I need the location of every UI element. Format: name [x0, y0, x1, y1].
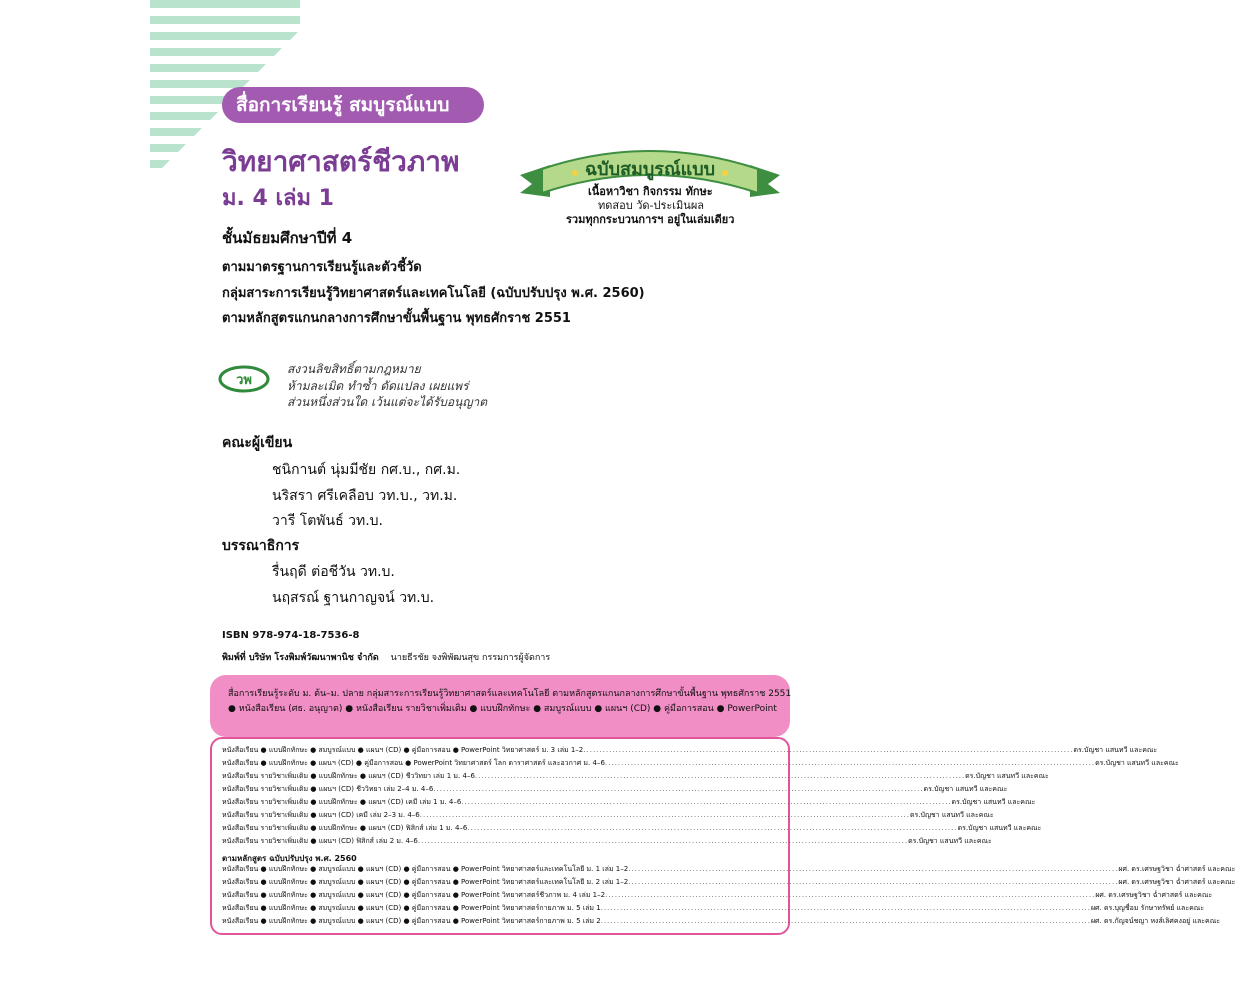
- series-pill: สื่อการเรียนรู้ สมบูรณ์แบบ: [222, 87, 484, 123]
- catalog-new-heading: ตามหลักสูตร ฉบับปรับปรุง พ.ศ. 2560: [222, 854, 357, 863]
- author-2: นริสรา ศรีเคลือบ วท.บ., วท.ม.: [272, 488, 458, 504]
- standard-line-3: ตามหลักสูตรแกนกลางการศึกษาขั้นพื้นฐาน พุทธศักราช 2551: [222, 311, 571, 326]
- catalog-row: หนังสือเรียน รายวิชาเพิ่มเติม ● แบบฝึกทักษะ ● แผนฯ (CD) ชีววิทยา เล่ม 1 ม. 4–6 ..... ดร.บัญชา แสนทวี และคณะ: [222, 770, 777, 782]
- catalog-row: หนังสือเรียน ● แบบฝึกทักษะ ● สมบูรณ์แบบ ● แผนฯ (CD) ● คู่มือการสอน ● PowerPoint วิทยาศาสตร์ ม. 3 เล่ม 1–2 ..... ดร.บัญชา แสนทวี และคณะ: [222, 744, 777, 756]
- catalog-new-row: หนังสือเรียน ● แบบฝึกทักษะ ● สมบูรณ์แบบ ● แผนฯ (CD) ● คู่มือการสอน ● PowerPoint วิทยาศาสตร์กายภาพ ม. 5 เล่ม 1 ..... ผศ. ดร.บุญชื่อม รักษาทรัพย์ และคณะ: [222, 902, 777, 914]
- copyright-line-2: ห้ามละเมิด ทำซ้ำ ดัดแปลง เผยแพร่: [287, 379, 469, 393]
- catalog-new-row: หนังสือเรียน ● แบบฝึกทักษะ ● สมบูรณ์แบบ ● แผนฯ (CD) ● คู่มือการสอน ● PowerPoint วิทยาศาสตร์และเทคโนโลยี ม. 1 เล่ม 1–2 ..... ผศ. ดร.เศรษฐวิชา ฉ่ำศาสตร์ และคณะ: [222, 863, 777, 875]
- authors-heading: คณะผู้เขียน: [222, 435, 293, 451]
- ribbon-text: ฉบับสมบูรณ์แบบ: [584, 159, 716, 180]
- standard-line-2: กลุ่มสาระการเรียนรู้วิทยาศาสตร์และเทคโนโลยี (ฉบับปรับปรุง พ.ศ. 2560): [222, 286, 645, 301]
- badge-line-3: รวมทุกกระบวนการฯ อยู่ในเล่มเดียว: [566, 213, 735, 226]
- printer-person: นายธีรชัย จงพิพัฒนสุข กรรมการผู้จัดการ: [390, 653, 551, 663]
- catalog-new-row: หนังสือเรียน ● แบบฝึกทักษะ ● สมบูรณ์แบบ ● แผนฯ (CD) ● คู่มือการสอน ● PowerPoint วิทยาศาสตร์และเทคโนโลยี ม. 2 เล่ม 1–2 ..... ผศ. ดร.เศรษฐวิชา ฉ่ำศาสตร์ และคณะ: [222, 876, 777, 888]
- series-line-1: สื่อการเรียนรู้ระดับ ม. ต้น–ม. ปลาย กลุ่มสาระการเรียนรู้วิทยาศาสตร์และเทคโนโลยี ตามหลักสูตรแกนกลางการศึกษาขั้นพื้นฐาน พุทธศักราช 2551: [228, 689, 792, 699]
- catalog-row: หนังสือเรียน รายวิชาเพิ่มเติม ● แผนฯ (CD) ชีววิทยา เล่ม 2–4 ม. 4–6 ..... ดร.บัญชา แสนทวี และคณะ: [222, 783, 777, 795]
- printer-label: พิมพ์ที่ บริษัท โรงพิมพ์วัฒนาพานิช จำกัด: [222, 653, 379, 663]
- catalog-row: หนังสือเรียน รายวิชาเพิ่มเติม ● แผนฯ (CD) ฟิสิกส์ เล่ม 2 ม. 4–6 ..... ดร.บัญชา แสนทวี และคณะ: [222, 835, 777, 847]
- author-3: วารี โตพันธ์ วท.บ.: [272, 513, 383, 529]
- book-title: วิทยาศาสตร์ชีวภาพ: [222, 145, 460, 178]
- editor-1: รื่นฤดี ต่อชีวัน วท.บ.: [272, 564, 395, 580]
- copyright-line-1: สงวนลิขสิทธิ์ตามกฎหมาย: [287, 362, 421, 376]
- catalog-row: หนังสือเรียน รายวิชาเพิ่มเติม ● แผนฯ (CD) เคมี เล่ม 2–3 ม. 4–6 ..... ดร.บัญชา แสนทวี และคณะ: [222, 809, 777, 821]
- editors-heading: บรรณาธิการ: [222, 538, 300, 554]
- printer-info: [222, 650, 550, 664]
- catalog-row: หนังสือเรียน ● แบบฝึกทักษะ ● แผนฯ (CD) ● คู่มือการสอน ● PowerPoint วิทยาศาสตร์ โลก ดาราศาสตร์ และอวกาศ ม. 4–6 ..... ดร.บัญชา แสนทวี และคณะ: [222, 757, 777, 769]
- editor-2: นฤสรณ์ ฐานกาญจน์ วท.บ.: [272, 590, 435, 606]
- publisher-logo: [219, 366, 269, 392]
- book-volume: ม. 4 เล่ม 1: [222, 186, 334, 211]
- catalog-row: หนังสือเรียน รายวิชาเพิ่มเติม ● แบบฝึกทักษะ ● แผนฯ (CD) ฟิสิกส์ เล่ม 1 ม. 4–6 ..... ดร.บัญชา แสนทวี และคณะ: [222, 822, 777, 834]
- copyright-line-3: ส่วนหนึ่งส่วนใด เว้นแต่จะได้รับอนุญาต: [287, 395, 488, 409]
- badge-line-1: เนื้อหาวิชา กิจกรรม ทักษะ: [588, 185, 713, 198]
- grade-level: ชั้นมัธยมศึกษาปีที่ 4: [222, 229, 353, 247]
- series-line-2: ● หนังสือเรียน (ศธ. อนุญาต) ● หนังสือเรียน รายวิชาเพิ่มเติม ● แบบฝึกทักษะ ● สมบูรณ์แบบ ● แผนฯ (CD) ● คู่มือการสอน ● PowerPoint: [228, 704, 777, 714]
- badge-line-2: ทดสอบ วัด-ประเมินผล: [598, 199, 704, 212]
- standard-line-1: ตามมาตรฐานการเรียนรู้และตัวชี้วัด: [222, 260, 422, 275]
- author-1: ชนิกานต์ นุ่มมีชัย กศ.บ., กศ.ม.: [272, 462, 461, 478]
- catalog-new-row: หนังสือเรียน ● แบบฝึกทักษะ ● สมบูรณ์แบบ ● แผนฯ (CD) ● คู่มือการสอน ● PowerPoint วิทยาศาสตร์ชีวภาพ ม. 4 เล่ม 1–2 ..... ผศ. ดร.เศรษฐวิชา ฉ่ำศาสตร์ และคณะ: [222, 889, 777, 901]
- catalog-row: หนังสือเรียน รายวิชาเพิ่มเติม ● แบบฝึกทักษะ ● แผนฯ (CD) เคมี เล่ม 1 ม. 4–6 ..... ดร.บัญชา แสนทวี และคณะ: [222, 796, 777, 808]
- isbn: ISBN 978-974-18-7536-8: [222, 630, 360, 641]
- logo-text: วพ: [236, 373, 252, 388]
- catalog-new-row: หนังสือเรียน ● แบบฝึกทักษะ ● สมบูรณ์แบบ ● แผนฯ (CD) ● คู่มือการสอน ● PowerPoint วิทยาศาสตร์กายภาพ ม. 5 เล่ม 2 ..... ผศ. ดร.กัญจน์ชญา หงส์เลิศคงอยู่ และคณะ: [222, 915, 777, 927]
